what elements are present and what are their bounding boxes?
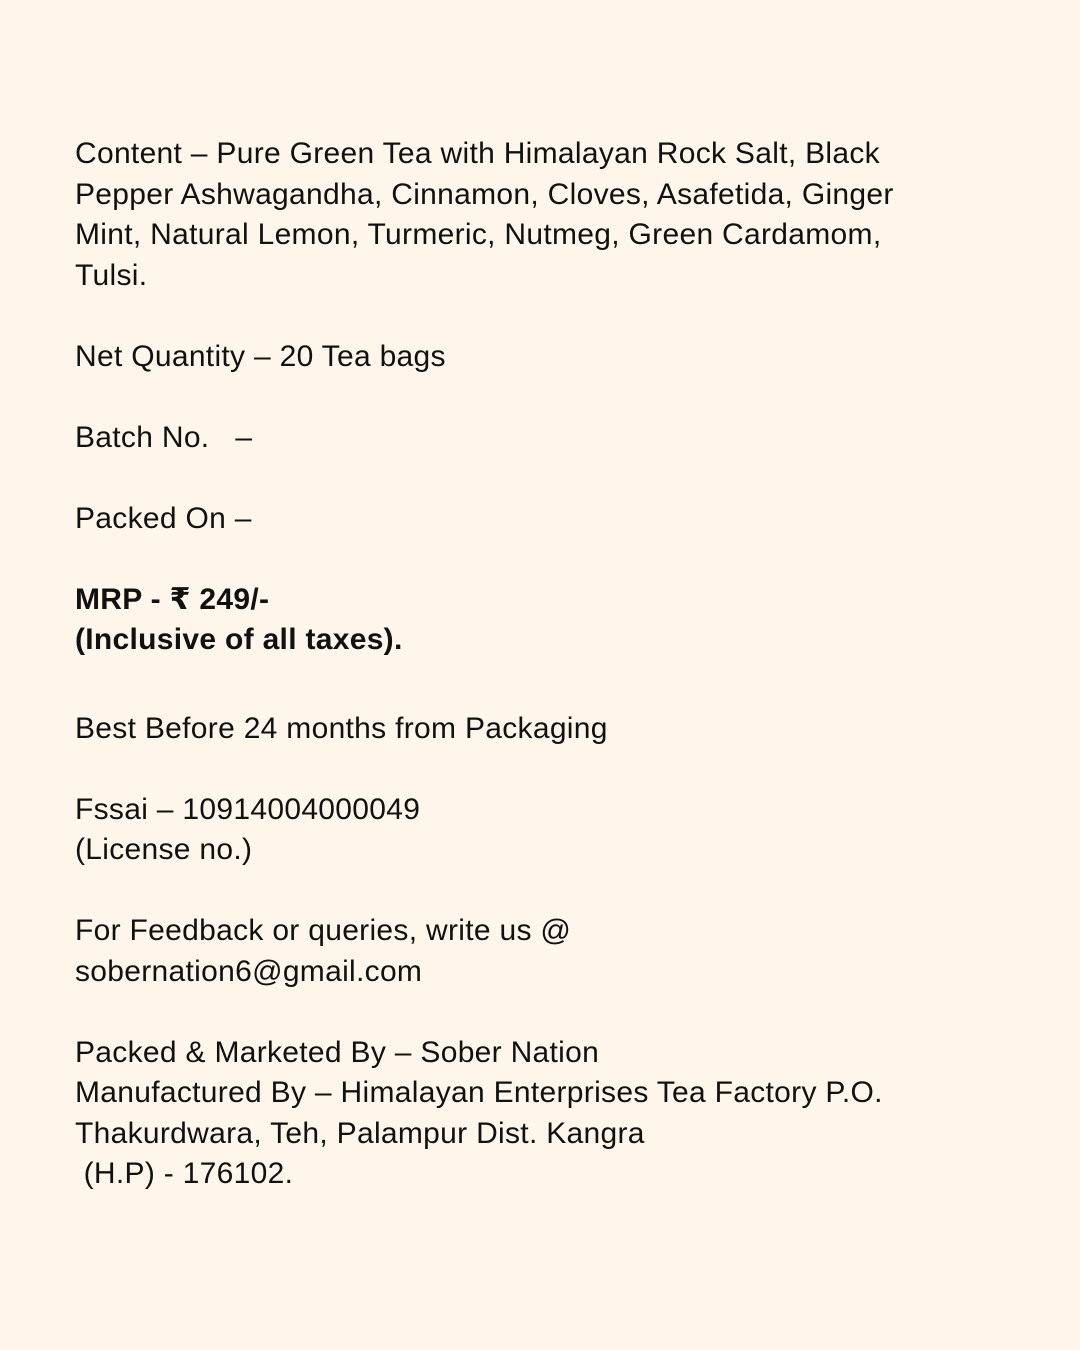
manufacturer-pincode: (H.P) - 176102. — [75, 1157, 294, 1190]
spacer — [75, 539, 1015, 580]
mrp-price: MRP - ₹ 249/- — [75, 582, 270, 616]
spacer — [75, 377, 1015, 418]
spacer — [75, 871, 1015, 912]
spacer — [75, 749, 1015, 790]
spacer — [75, 296, 1015, 337]
manufacturer-address: Thakurdwara, Teh, Palampur Dist. Kangra — [75, 1116, 645, 1150]
spacer — [75, 992, 1015, 1033]
content-line-3: Mint, Natural Lemon, Turmeric, Nutmeg, Green Cardamom, — [75, 218, 882, 251]
content-line-1: Content – Pure Green Tea with Himalayan Rock Salt, Black — [75, 137, 880, 170]
content-line-4: Tulsi. — [75, 258, 148, 292]
batch-number: Batch No. – — [75, 420, 253, 454]
packed-on: Packed On – — [75, 501, 252, 535]
feedback-email: sobernation6@gmail.com — [75, 954, 423, 988]
packed-marketed-by: Packed & Marketed By – Sober Nation — [75, 1035, 600, 1069]
product-label-text — [75, 134, 1015, 1195]
mrp-tax-note: (Inclusive of all taxes). — [75, 623, 403, 656]
fssai-note: (License no.) — [75, 833, 253, 866]
best-before: Best Before 24 months from Packaging — [75, 711, 608, 745]
fssai-number: Fssai – 10914004000049 — [75, 792, 421, 826]
spacer — [75, 661, 1015, 709]
spacer — [75, 458, 1015, 499]
feedback-text: For Feedback or queries, write us @ — [75, 914, 572, 947]
manufactured-by: Manufactured By – Himalayan Enterprises Tea Factory P.O. — [75, 1076, 883, 1109]
net-quantity: Net Quantity – 20 Tea bags — [75, 339, 446, 373]
content-line-2: Pepper Ashwagandha, Cinnamon, Cloves, Asafetida, Ginger — [75, 177, 894, 211]
